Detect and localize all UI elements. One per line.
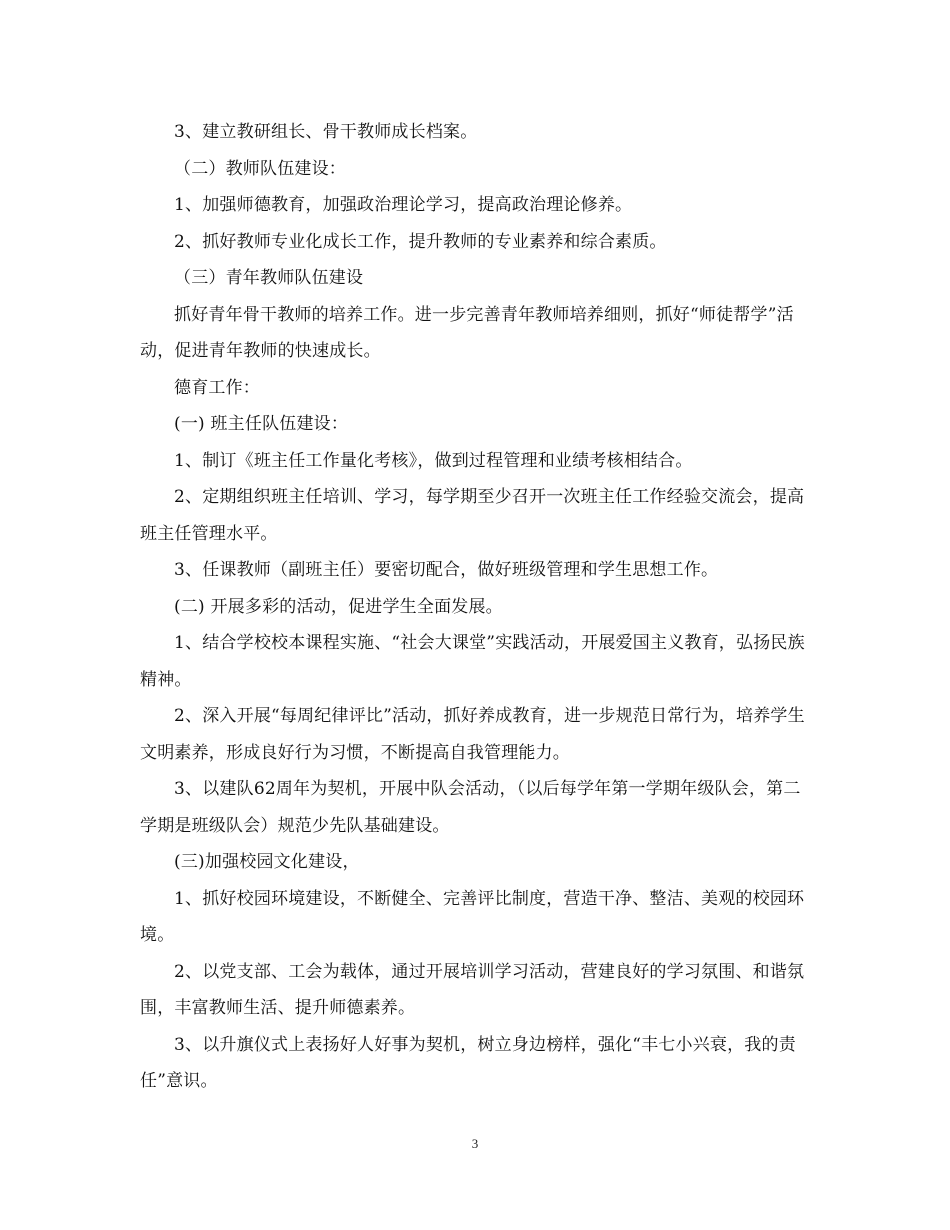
- paragraph: 2、以党支部、工会为载体，通过开展培训学习活动，营建良好的学习氛围、和谐氛围，丰富教师生活、提升师德素养。: [140, 961, 805, 1018]
- section-heading: （二）教师队伍建设：: [174, 158, 346, 179]
- paragraph: 1、制订《班主任工作量化考核》，做到过程管理和业绩考核相结合。: [174, 450, 693, 471]
- section-heading: (一) 班主任队伍建设：: [174, 414, 349, 434]
- section-heading: （三）青年教师队伍建设: [174, 268, 364, 288]
- paragraph: 2、抓好教师专业化成长工作，提升教师的专业素养和综合素质。: [174, 231, 667, 252]
- paragraph: 1、抓好校园环境建设，不断健全、完善评比制度，营造干净、整洁、美观的校园环境。: [140, 888, 805, 945]
- paragraph: 2、定期组织班主任培训、学习，每学期至少召开一次班主任工作经验交流会，提高班主任管理水平。: [140, 487, 805, 544]
- document-body: [140, 114, 812, 1100]
- paragraph: 1、加强师德教育，加强政治理论学习，提高政治理论修养。: [174, 195, 633, 215]
- paragraph: 3、以建队62周年为契机，开展中队会活动，（以后每学年第一学期年级队会，第二学期是班级队会）规范少先队基础建设。: [140, 779, 801, 836]
- section-heading: (二) 开展多彩的活动，促进学生全面发展。: [174, 596, 503, 617]
- paragraph: 1、结合学校校本课程实施、“社会大课堂”实践活动，开展爱国主义教育，弘扬民族精神。: [140, 633, 805, 690]
- section-heading: 德育工作：: [174, 377, 260, 398]
- paragraph: 3、任课教师（副班主任）要密切配合，做好班级管理和学生思想工作。: [174, 560, 719, 580]
- section-heading: (三)加强校园文化建设，: [174, 852, 360, 872]
- paragraph: 3、建立教研组长、骨干教师成长档案。: [174, 122, 478, 142]
- page-number: 3: [471, 1136, 479, 1151]
- paragraph: 抓好青年骨干教师的培养工作。进一步完善青年教师培养细则，抓好“师徒帮学”活动，促进青年教师的快速成长。: [140, 304, 794, 361]
- paragraph: 3、以升旗仪式上表扬好人好事为契机，树立身边榜样，强化“丰七小兴衰，我的责任”意识。: [140, 1034, 796, 1091]
- paragraph: 2、深入开展“每周纪律评比”活动，抓好养成教育，进一步规范日常行为，培养学生文明素养，形成良好行为习惯，不断提高自我管理能力。: [140, 706, 805, 763]
